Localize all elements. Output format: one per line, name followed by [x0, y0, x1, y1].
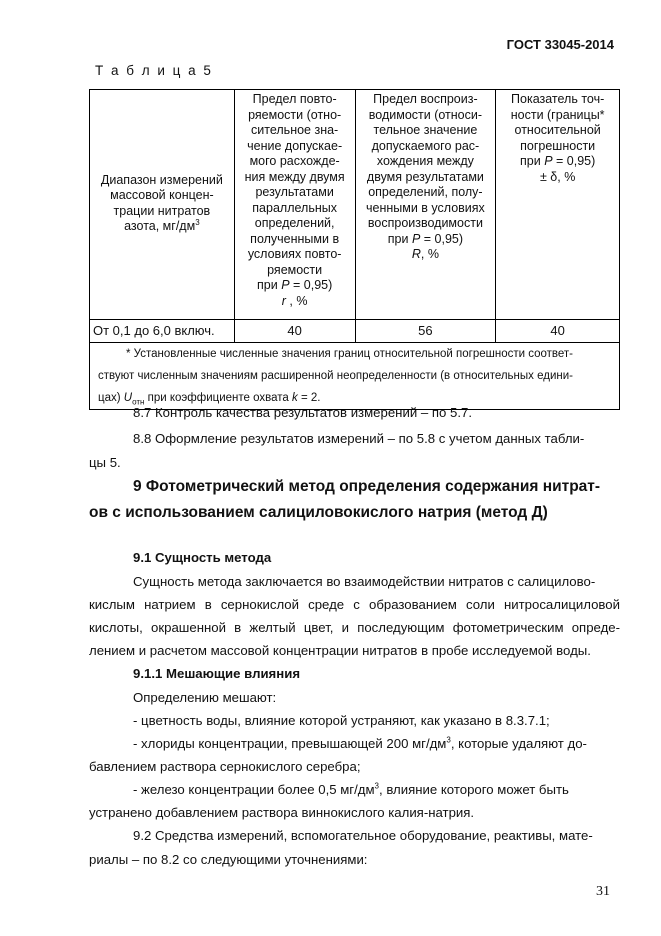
document-code: ГОСТ 33045-2014 [506, 37, 614, 52]
para-9-2-line2: риалы – по 8.2 со следующими уточнениями: [89, 852, 368, 867]
cell-r: 40 [234, 320, 355, 343]
para-9-1-line4: лением и расчетом массовой концентрации нитратов в пробе исследуемой воды. [89, 643, 591, 658]
table-note-row [90, 343, 620, 410]
header-reproducibility: Предел воспроиз- водимости (относи- тельное значение допускаемого рас- хождения между двумя результатами определений, полу- ченными в условиях воспроизводимости при P = 0,95) R, % [355, 90, 496, 320]
page-number: 31 [596, 884, 610, 899]
para-8-8-line2: цы 5. [89, 455, 121, 470]
header-repeatability: Предел повто- ряемости (отно- сительное зна- чение допускае- мого расхожде- ния между двумя результатами параллельных определений, полученными в условиях повто- ряемости при P = 0,95) r , % [234, 90, 355, 320]
results-table [89, 89, 620, 410]
header-accuracy: Показатель точ- ности (границы* относительной погрешности при P = 0,95) ± δ, % [496, 90, 620, 320]
list-item-3-line1: - железо концентрации более 0,5 $мг/дм^3$, влияние которого может быть [133, 781, 569, 797]
section-9-title-line1: 9 Фотометрический метод определения содержания нитрат- [133, 478, 601, 495]
section-9-1-1-title: 9.1.1 Мешающие влияния [133, 666, 301, 681]
para-9-1-line3: кислоты, окрашенной в желтый цвет, и последующим фотометрическим опреде- [89, 620, 620, 635]
list-item-2-line2: бавлением раствора сернокислого серебра; [89, 759, 361, 774]
list-item-3-line2: устранено добавлением раствора виннокислого калия-натрия. [89, 805, 475, 820]
table-row [90, 320, 620, 343]
para-8-8-line1: 8.8 Оформление результатов измерений – по 5.8 с учетом данных табли- [133, 431, 585, 446]
cell-R: 56 [355, 320, 496, 343]
section-9-title-line2: ов с использованием салициловокислого натрия (метод Д) [89, 504, 548, 521]
para-8-7: 8.7 Контроль качества результатов измерений – по 5.7. [133, 405, 472, 420]
para-9-1-line2: кислым натрием в сернокислой среде с образованием соли нитросалициловой [89, 597, 620, 612]
table-footnote: * Установленные численные значения границ относительной погрешности соответ- ствуют численным значениям расширенной неопределенности (в относительных едини- цах) $U_{отн}$ при коэффициенте охвата k = 2. [90, 343, 620, 410]
header-range: Диапазон измерений массовой концен- трации нитратов азота, $мг/дм^3$ [90, 90, 235, 320]
cell-delta: 40 [496, 320, 620, 343]
table-header-row [90, 90, 620, 320]
table-caption: Т а б л и ц а 5 [95, 63, 213, 78]
list-item-2-line1: - хлориды концентрации, превышающей 200 $мг/дм^3$, которые удаляют до- [133, 735, 587, 751]
para-interference: Определению мешают: [133, 690, 277, 705]
list-item-1: - цветность воды, влияние которой устраняют, как указано в 8.3.7.1; [133, 713, 550, 728]
cell-range: От 0,1 до 6,0 включ. [90, 320, 235, 343]
para-9-2-line1: 9.2 Средства измерений, вспомогательное оборудование, реактивы, мате- [133, 828, 593, 843]
section-9-1-title: 9.1 Сущность метода [133, 550, 272, 565]
para-9-1-line1: Сущность метода заключается во взаимодействии нитратов с салицилово- [133, 574, 596, 589]
